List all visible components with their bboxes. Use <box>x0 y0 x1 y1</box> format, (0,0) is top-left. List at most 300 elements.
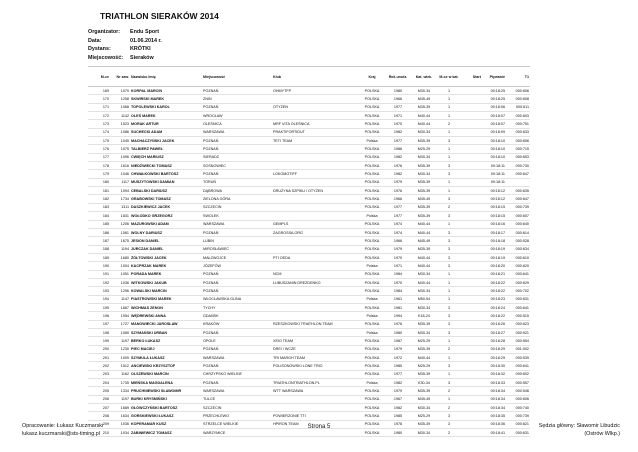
table-cell: M35-39 <box>410 420 438 428</box>
table-cell: WŁOCŁAWSKA GLINA <box>202 295 272 303</box>
table-cell: NIEDŹWIECKI TOMASZ <box>130 162 202 170</box>
table-cell: 1986 <box>386 145 410 153</box>
table-cell: 000:606 <box>506 137 530 145</box>
table-cell: ZIELONA GÓRA <box>202 195 272 203</box>
table-cell: 1046 <box>110 170 130 178</box>
table-cell: DASZKIEWICZ JACEK <box>130 203 202 211</box>
table-cell: 000:740 <box>506 404 530 412</box>
table-cell: 3 <box>438 320 460 328</box>
table-cell: M30-34 <box>410 128 438 136</box>
table-row <box>88 278 530 286</box>
table-cell: 178 <box>88 162 110 170</box>
table-cell: 1979 <box>386 387 410 395</box>
table-cell: MIEŃSKA MAGDALENA <box>130 379 202 387</box>
table-cell: 1147 <box>110 295 130 303</box>
table-cell: M30-34 <box>410 270 438 278</box>
table-cell: MRF VITA OLEŚNICA <box>272 120 358 128</box>
table-cell: M45-49 <box>410 237 438 245</box>
table-cell: M35-39 <box>410 320 438 328</box>
meta-row-date <box>88 37 162 46</box>
table-cell: 00:18:07 <box>482 120 506 128</box>
table-cell: M35-39 <box>410 370 438 378</box>
table-cell: 1045 <box>110 137 130 145</box>
table-cell <box>272 162 358 170</box>
table-cell: 00:18:26 <box>482 320 506 328</box>
table-cell: TYCHY <box>202 303 272 311</box>
table-cell: POLSKA <box>358 95 386 103</box>
table-cell: 000:739 <box>506 203 530 211</box>
table-cell: M35-39 <box>410 178 438 186</box>
table-cell <box>272 95 358 103</box>
table-cell: 1734 <box>110 195 130 203</box>
table-cell: 204 <box>88 379 110 387</box>
table-row <box>88 262 530 270</box>
table-cell: 000:702 <box>506 287 530 295</box>
table-cell: SZCZECIN <box>202 203 272 211</box>
meta-key: Data: <box>88 37 102 44</box>
column-header: Kraj <box>358 67 386 87</box>
table-cell: 1 <box>438 87 460 95</box>
meta-row-location <box>88 54 162 63</box>
table-cell: 000:603 <box>506 112 530 120</box>
table-cell: SZYMAŃSKI URBAN <box>130 328 202 336</box>
table-cell: 00:18:34 <box>482 395 506 403</box>
table-cell: Polska <box>358 262 386 270</box>
table-cell: POLSKA <box>358 387 386 395</box>
table-cell: OTYŻEN <box>272 103 358 111</box>
table-cell: WARSZAWA <box>202 387 272 395</box>
table-cell: 000:528 <box>506 237 530 245</box>
table-cell <box>272 195 358 203</box>
table-cell: ANCIEWSKI KRZYSZTOF <box>130 362 202 370</box>
table-cell <box>460 278 482 286</box>
table-cell: 1972 <box>386 354 410 362</box>
table-cell <box>272 145 358 153</box>
table-cell: TALBIERZ PAWEŁ <box>130 145 202 153</box>
table-row <box>88 103 530 111</box>
table-cell: 00:18:22 <box>482 312 506 320</box>
table-cell <box>272 328 358 336</box>
table-cell: 184 <box>88 212 110 220</box>
table-cell: M35-39 <box>410 162 438 170</box>
table-cell: POLSKA <box>358 237 386 245</box>
table-row <box>88 354 530 362</box>
table-cell: 1194 <box>110 245 130 253</box>
table-cell: POLSKA <box>358 162 386 170</box>
table-cell: 1831 <box>110 212 130 220</box>
table-cell: TORUŃ <box>202 178 272 186</box>
table-cell: 000:653 <box>506 153 530 161</box>
table-cell: M30-34 <box>410 429 438 437</box>
table-cell: 000:647 <box>506 170 530 178</box>
table-cell: 1985 <box>386 362 410 370</box>
table-cell <box>460 303 482 311</box>
table-cell: 1 <box>438 270 460 278</box>
table-cell <box>460 287 482 295</box>
table-cell: 1230 <box>110 345 130 353</box>
table-cell: 000:546 <box>506 387 530 395</box>
table-cell: 000:539 <box>506 354 530 362</box>
table-row <box>88 245 530 253</box>
table-cell <box>272 212 358 220</box>
table-row <box>88 187 530 195</box>
table-cell: 1982 <box>386 128 410 136</box>
table-cell: K30-34 <box>410 379 438 387</box>
table-body <box>88 87 530 437</box>
table-cell: GŁÓWCZYŃSKI BARTOSZ <box>130 404 202 412</box>
meta-key: Miejscowość: <box>88 54 124 61</box>
table-cell: M25-29 <box>410 362 438 370</box>
table-cell: ZNIN <box>202 95 272 103</box>
table-cell: 182 <box>88 195 110 203</box>
table-cell: POZNAŃ <box>202 87 272 95</box>
table-row <box>88 162 530 170</box>
table-cell: POZNAŃ <box>202 362 272 370</box>
table-cell: 00:18:25 <box>482 87 506 95</box>
table-cell: 169 <box>88 87 110 95</box>
table-cell: 197 <box>88 320 110 328</box>
table-cell: 1 <box>438 287 460 295</box>
column-header: Start <box>460 67 482 87</box>
table-cell: KACPRZAK MAREK <box>130 262 202 270</box>
table-cell: POZNAŃ <box>202 379 272 387</box>
table-cell: POLSKA <box>358 404 386 412</box>
table-cell: POLISONOWSKI LONE TRIO <box>272 362 358 370</box>
table-cell: LUBUSZANIN DREZDENKO <box>272 278 358 286</box>
table-cell <box>460 212 482 220</box>
table-cell: RZESZKOWSKI TRIATHLON TEAM <box>272 320 358 328</box>
table-cell: 1985 <box>386 412 410 420</box>
table-cell: 00:18:34 <box>482 404 506 412</box>
table-cell: MORAK ARTUR <box>130 120 202 128</box>
table-cell: WARZYMICE <box>202 429 272 437</box>
table-cell: 1036 <box>110 420 130 428</box>
table-cell: POLSKA <box>358 320 386 328</box>
table-cell: 3 <box>438 328 460 336</box>
table-cell: 193 <box>88 287 110 295</box>
table-cell: 1068 <box>110 103 130 111</box>
table-cell: 00:18:06 <box>482 103 506 111</box>
table-cell: M25-29 <box>410 412 438 420</box>
table-row <box>88 212 530 220</box>
table-row <box>88 203 530 211</box>
table-cell: M25-29 <box>410 145 438 153</box>
table-cell: 2 <box>438 387 460 395</box>
table-cell: M35-39 <box>410 187 438 195</box>
table-cell: 191 <box>88 270 110 278</box>
table-cell: KOPERAMAR KUSZ <box>130 420 202 428</box>
table-cell: 1680 <box>110 253 130 261</box>
table-cell: HPIRON TEAM <box>272 420 358 428</box>
table-cell <box>506 178 530 186</box>
table-row <box>88 137 530 145</box>
table-cell: 1616 <box>110 162 130 170</box>
table-cell: 1 <box>438 187 460 195</box>
table-cell: 1061 <box>110 228 130 236</box>
table-cell: M40-44 <box>410 120 438 128</box>
table-row <box>88 95 530 103</box>
meta-key: Dystans: <box>88 46 111 53</box>
table-cell: 00:18:41 <box>482 429 506 437</box>
table-cell: 000:634 <box>506 245 530 253</box>
table-cell: CHWAŁKOWSKI BARTOSZ <box>130 170 202 178</box>
table-cell: ZABINIEWICZ TOMASZ <box>130 429 202 437</box>
table-cell <box>272 178 358 186</box>
table-cell: WĘDREWSKI ANNA <box>130 312 202 320</box>
table-cell: 189 <box>88 253 110 261</box>
table-cell <box>460 153 482 161</box>
table-cell: POLSKA <box>358 170 386 178</box>
table-cell: 001:002 <box>506 345 530 353</box>
table-cell: 00:18:20 <box>482 262 506 270</box>
meta-value: KRÓTKI <box>130 46 151 53</box>
table-cell: 000:621 <box>506 420 530 428</box>
table-cell: 185 <box>88 220 110 228</box>
table-cell: M35-39 <box>410 345 438 353</box>
table-cell: POLSKA <box>358 354 386 362</box>
table-cell: Polska <box>358 295 386 303</box>
table-cell <box>460 379 482 387</box>
table-cell: 000:739 <box>506 412 530 420</box>
table-cell: 1051 <box>110 270 130 278</box>
table-cell <box>460 195 482 203</box>
footer-referee <box>539 422 620 438</box>
table-cell: 000:554 <box>506 337 530 345</box>
table-cell: 1976 <box>386 162 410 170</box>
table-cell: 1634 <box>110 412 130 420</box>
table-cell: KOWALSKI MARCIN <box>130 287 202 295</box>
table-cell: 00:18:34 <box>482 387 506 395</box>
table-cell: 1979 <box>386 178 410 186</box>
table-cell <box>460 395 482 403</box>
table-cell <box>460 228 482 236</box>
table-cell: POLSKA <box>358 228 386 236</box>
table-cell: POLSKA <box>358 395 386 403</box>
column-header: Pływanie <box>482 67 506 87</box>
table-cell: 000:715 <box>506 145 530 153</box>
table-row <box>88 270 530 278</box>
table-cell: GDAŃSK <box>202 312 272 320</box>
table-row <box>88 303 530 311</box>
table-cell: KRAKÓW <box>202 320 272 328</box>
table-cell: POLSKA <box>358 245 386 253</box>
table-cell: 1987 <box>386 337 410 345</box>
table-cell: 00:18:33 <box>482 379 506 387</box>
table-cell <box>460 95 482 103</box>
table-cell: 1034 <box>110 429 130 437</box>
table-cell <box>272 312 358 320</box>
table-row <box>88 112 530 120</box>
table-cell: BERKO ŁUKASZ <box>130 337 202 345</box>
table-cell: POLSKA <box>358 362 386 370</box>
table-cell: 206 <box>88 395 110 403</box>
table-cell: 3 <box>438 362 460 370</box>
table-cell: 1086 <box>110 128 130 136</box>
table-cell: POZNAŃ <box>202 328 272 336</box>
table-cell: DREI ! WCZE <box>272 345 358 353</box>
table-cell: POLSKA <box>358 145 386 153</box>
table-cell: POZNAŃ <box>202 170 272 178</box>
table-cell: 1974 <box>386 228 410 236</box>
table-cell: M30-34 <box>410 328 438 336</box>
table-cell <box>272 237 358 245</box>
table-cell: 177 <box>88 153 110 161</box>
table-cell: POLSKA <box>358 120 386 128</box>
table-cell: M35-39 <box>410 103 438 111</box>
table-cell: OHMYTFP <box>272 87 358 95</box>
table-cell: POZNAŃ <box>202 145 272 153</box>
table-cell: 210 <box>88 429 110 437</box>
table-cell: TRIATHLONTRIATHLON.PL <box>272 379 358 387</box>
table-row <box>88 178 530 186</box>
table-cell <box>460 270 482 278</box>
table-row <box>88 328 530 336</box>
table-cell: 00:18:22 <box>482 287 506 295</box>
table-cell: M35-39 <box>410 203 438 211</box>
table-cell: POZNAŃ <box>202 228 272 236</box>
table-cell: 181 <box>88 187 110 195</box>
table-cell: 00:18:30 <box>482 362 506 370</box>
table-cell: 00:18:19 <box>482 245 506 253</box>
table-cell: POLSKA <box>358 195 386 203</box>
table-row <box>88 370 530 378</box>
table-cell: 000:751 <box>506 120 530 128</box>
table-row <box>88 170 530 178</box>
table-cell: TETI TEAM <box>272 137 358 145</box>
table-cell: 2 <box>438 404 460 412</box>
table-cell: Polska <box>358 312 386 320</box>
table-cell: 00:18:10 <box>482 145 506 153</box>
table-cell: TOPOLEWSKI KAROL <box>130 103 202 111</box>
table-cell: 00:18:12 <box>482 187 506 195</box>
table-cell: 1512 <box>110 362 130 370</box>
table-cell: 3 <box>438 195 460 203</box>
table-cell: 1977 <box>386 137 410 145</box>
table-cell <box>460 328 482 336</box>
table-row <box>88 312 530 320</box>
table-cell: 1984 <box>386 287 410 295</box>
table-cell <box>460 128 482 136</box>
table-cell: 000:614 <box>506 228 530 236</box>
column-header: Klub <box>272 67 358 87</box>
table-cell: 000:647 <box>506 195 530 203</box>
table-cell: LUBIN <box>202 237 272 245</box>
table-cell: 1980 <box>386 328 410 336</box>
table-cell: 00:18:25 <box>482 95 506 103</box>
table-cell: GRABOWSKI TOMASZ <box>130 195 202 203</box>
table-cell: 1971 <box>386 112 410 120</box>
table-cell <box>460 137 482 145</box>
table-cell <box>460 120 482 128</box>
table-cell: CHRZYPSKO WIELKIE <box>202 370 272 378</box>
table-cell <box>460 312 482 320</box>
table-cell: 1 <box>438 112 460 120</box>
table-cell: POZNAŃ <box>202 137 272 145</box>
table-cell: POLSKA <box>358 370 386 378</box>
table-cell: 00:18:29 <box>482 354 506 362</box>
table-cell: M40-44 <box>410 354 438 362</box>
table-cell: 3 <box>438 379 460 387</box>
table-cell: 1976 <box>386 320 410 328</box>
table-cell: M40-44 <box>410 278 438 286</box>
table-cell <box>460 345 482 353</box>
table-cell: 00:18:15 <box>482 203 506 211</box>
table-row <box>88 320 530 328</box>
table-cell: 1 <box>438 337 460 345</box>
table-cell: 1727 <box>110 320 130 328</box>
column-header: Kat. wiek. <box>410 67 438 87</box>
table-cell: 1009 <box>110 354 130 362</box>
table-cell: 00:18:10 <box>482 153 506 161</box>
table-cell: 1 <box>438 220 460 228</box>
table-cell: JESION DANIEL <box>130 237 202 245</box>
table-cell: ŻÓŁTOWSKI JACEK <box>130 253 202 261</box>
table-cell: M40-44 <box>410 262 438 270</box>
table-cell: POLSKA <box>358 412 386 420</box>
table-cell: 1004 <box>110 262 130 270</box>
table-cell: OLEŚ MAREK <box>130 112 202 120</box>
table-cell <box>460 337 482 345</box>
table-cell: 1977 <box>386 103 410 111</box>
table-cell: 000:602 <box>506 370 530 378</box>
table-cell: 1 <box>438 395 460 403</box>
table-cell: 00:18:36 <box>482 420 506 428</box>
table-cell: 1089 <box>110 328 130 336</box>
table-cell: 1197 <box>110 337 130 345</box>
table-cell: 1979 <box>386 345 410 353</box>
table-cell: XEIO TEAM <box>272 337 358 345</box>
table-cell: 00:18:09 <box>482 128 506 136</box>
table-cell: 1142 <box>110 112 130 120</box>
table-cell <box>272 112 358 120</box>
table-cell: PRAKTIFORTIDUT <box>272 128 358 136</box>
table-cell: 1970 <box>386 120 410 128</box>
table-row <box>88 362 530 370</box>
table-cell <box>460 262 482 270</box>
table-cell: 1 <box>438 128 460 136</box>
table-cell: PORADA MAREK <box>130 270 202 278</box>
table-cell: 2 <box>438 120 460 128</box>
table-cell: 195 <box>88 303 110 311</box>
table-cell <box>460 387 482 395</box>
table-cell: M40-44 <box>410 228 438 236</box>
table-cell: WITKOWSKI JAKUB <box>130 278 202 286</box>
table-row <box>88 87 530 95</box>
table-cell <box>272 404 358 412</box>
table-cell: 00:18:19 <box>482 253 506 261</box>
table-cell: Polska <box>358 137 386 145</box>
column-header: Nr zaw. <box>110 67 130 87</box>
table-cell: 000:631 <box>506 429 530 437</box>
footer-author-email: lukasz.kuczmarski@sts-timing.pl <box>22 431 100 437</box>
table-cell <box>272 287 358 295</box>
table-row <box>88 337 530 345</box>
table-cell <box>460 162 482 170</box>
table-cell: 171 <box>88 103 110 111</box>
table-cell: 3 <box>438 170 460 178</box>
table-cell: SZCZECIN <box>202 404 272 412</box>
table-cell <box>272 303 358 311</box>
table-cell: 00:18:07 <box>482 112 506 120</box>
table-cell: 1982 <box>386 170 410 178</box>
table-row <box>88 153 530 161</box>
table-cell: 173 <box>88 120 110 128</box>
table-cell: 180 <box>88 178 110 186</box>
table-cell: POZNAŃ <box>202 103 272 111</box>
table-cell: WTT WARSZAWA <box>272 387 358 395</box>
table-cell <box>460 404 482 412</box>
table-cell: Polska <box>358 379 386 387</box>
